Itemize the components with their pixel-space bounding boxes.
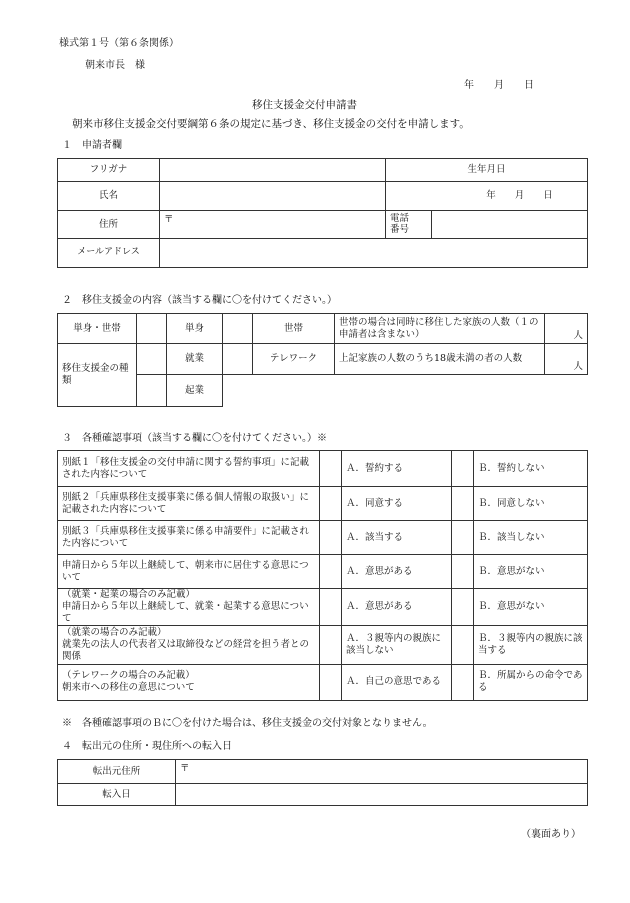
option-b-mark-cell[interactable] — [452, 521, 474, 555]
section3-heading: ３ 各種確認事項（該当する欄に〇を付けてください。）※ — [62, 433, 327, 444]
option-b-label: Ｂ．同意しない — [474, 487, 588, 521]
option-a-label: Ａ．自己の意思である — [342, 664, 452, 700]
employment-mark-cell[interactable] — [137, 344, 167, 375]
option-a-label: Ａ．同意する — [342, 487, 452, 521]
confirmation-row — [58, 555, 588, 589]
section2-heading: ２ 移住支援金の内容（該当する欄に〇を付けてください。） — [62, 295, 337, 306]
single-mark-cell[interactable] — [137, 314, 167, 344]
under18-count-note: 上記家族の人数のうち18歳未満の者の人数 — [335, 344, 545, 375]
confirmation-question: （就業の場合のみ記載） 就業先の法人の代表者又は取締役などの経営を担う者との関係 — [58, 625, 320, 664]
option-a-mark-cell[interactable] — [320, 555, 342, 589]
option-a-mark-cell[interactable] — [320, 487, 342, 521]
family-count-note: 世帯の場合は同時に移住した家族の人数（１の申請者は含まない） — [335, 314, 545, 344]
option-a-label: Ａ．該当する — [342, 521, 452, 555]
furigana-field[interactable] — [160, 159, 386, 182]
option-b-label: Ｂ．意思がない — [474, 555, 588, 589]
confirmation-question: 申請日から５年以上継続して、朝来市に居住する意思について — [58, 555, 320, 589]
option-b-label: Ｂ．該当しない — [474, 521, 588, 555]
confirmation-question: 別紙１「移住支援金の交付申請に関する誓約事項」に記載された内容について — [58, 451, 320, 487]
option-a-label: Ａ．意思がある — [342, 555, 452, 589]
name-field[interactable] — [160, 182, 386, 211]
confirmation-row — [58, 487, 588, 521]
confirmation-question: （就業・起業の場合のみ記載） 申請日から５年以上継続して、就業・起業する意思について — [58, 589, 320, 626]
confirmation-row — [58, 589, 588, 626]
option-b-mark-cell[interactable] — [452, 664, 474, 700]
option-b-label: Ｂ．所属からの命令である — [474, 664, 588, 700]
email-label: メールアドレス — [58, 239, 160, 268]
confirmation-row — [58, 521, 588, 555]
startup-option: 起業 — [167, 375, 223, 407]
option-b-mark-cell[interactable] — [452, 451, 474, 487]
option-a-mark-cell[interactable] — [320, 451, 342, 487]
option-b-mark-cell[interactable] — [452, 625, 474, 664]
confirmation-question: （テレワークの場合のみ記載） 朝来市への移住の意思について — [58, 664, 320, 700]
phone-label-line1: 電話 — [390, 212, 410, 224]
move-table — [57, 759, 588, 806]
form-number: 様式第１号（第６条関係） — [59, 38, 179, 49]
confirmation-table — [57, 450, 588, 701]
email-field[interactable] — [160, 239, 588, 268]
telework-mark-cell[interactable] — [223, 344, 253, 375]
option-b-mark-cell[interactable] — [452, 589, 474, 626]
reverse-side-note: （裏面あり） — [521, 829, 581, 840]
prev-address-field[interactable]: 〒 — [176, 760, 588, 784]
option-a-mark-cell[interactable] — [320, 625, 342, 664]
employment-option: 就業 — [167, 344, 223, 375]
telework-option: テレワーク — [253, 344, 335, 375]
addressee: 朝来市長 様 — [85, 60, 145, 71]
phone-field[interactable] — [432, 211, 588, 239]
option-b-mark-cell[interactable] — [452, 487, 474, 521]
name-label: 氏名 — [58, 182, 160, 211]
birth-date-field[interactable]: 年 月 日 — [386, 182, 588, 211]
section4-heading: ４ 転出元の住所・現住所への転入日 — [62, 741, 232, 752]
address-label: 住所 — [58, 211, 160, 239]
application-date[interactable]: 年 月 日 — [464, 80, 534, 91]
family-count-field[interactable]: 人 — [545, 314, 588, 344]
confirmation-note: ※ 各種確認事項のＢに〇を付けた場合は、移住支援金の交付対象となりません。 — [62, 718, 433, 729]
confirmation-row — [58, 664, 588, 700]
family-option: 世帯 — [253, 314, 335, 344]
move-in-date-label: 転入日 — [58, 784, 176, 806]
option-b-label: Ｂ．３親等内の親族に該当する — [474, 625, 588, 664]
phone-label — [386, 211, 432, 239]
confirmation-question: 別紙２「兵庫県移住支援事業に係る個人情報の取扱い」に記載された内容について — [58, 487, 320, 521]
option-a-mark-cell[interactable] — [320, 521, 342, 555]
confirmation-question: 別紙３「兵庫県移住支援事業に係る申請要件」に記載された内容について — [58, 521, 320, 555]
option-b-label: Ｂ．誓約しない — [474, 451, 588, 487]
option-a-mark-cell[interactable] — [320, 589, 342, 626]
option-a-label: Ａ．３親等内の親族に該当しない — [342, 625, 452, 664]
single-option: 単身 — [167, 314, 223, 344]
startup-mark-cell[interactable] — [137, 375, 167, 407]
option-b-label: Ｂ．意思がない — [474, 589, 588, 626]
phone-label-line2: 番号 — [390, 223, 410, 235]
intro-text: 朝来市移住支援金交付要綱第６条の規定に基づき、移住支援金の交付を申請します。 — [72, 118, 470, 130]
support-content-table — [57, 313, 588, 407]
under18-count-field[interactable]: 人 — [545, 344, 588, 375]
section1-heading: １ 申請者欄 — [62, 140, 122, 151]
prev-address-label: 転出元住所 — [58, 760, 176, 784]
form-title: 移住支援金交付申請書 — [252, 99, 357, 111]
family-mark-cell[interactable] — [223, 314, 253, 344]
support-type-label: 移住支援金の種類 — [58, 344, 137, 407]
address-field[interactable]: 〒 — [160, 211, 386, 239]
option-a-label: Ａ．意思がある — [342, 589, 452, 626]
confirmation-row — [58, 451, 588, 487]
furigana-label: フリガナ — [58, 159, 160, 182]
option-a-label: Ａ．誓約する — [342, 451, 452, 487]
confirmation-row — [58, 625, 588, 664]
option-b-mark-cell[interactable] — [452, 555, 474, 589]
applicant-table — [57, 158, 588, 268]
single-family-label: 単身・世帯 — [58, 314, 137, 344]
move-in-date-field[interactable] — [176, 784, 588, 806]
birth-date-label: 生年月日 — [386, 159, 588, 182]
option-a-mark-cell[interactable] — [320, 664, 342, 700]
